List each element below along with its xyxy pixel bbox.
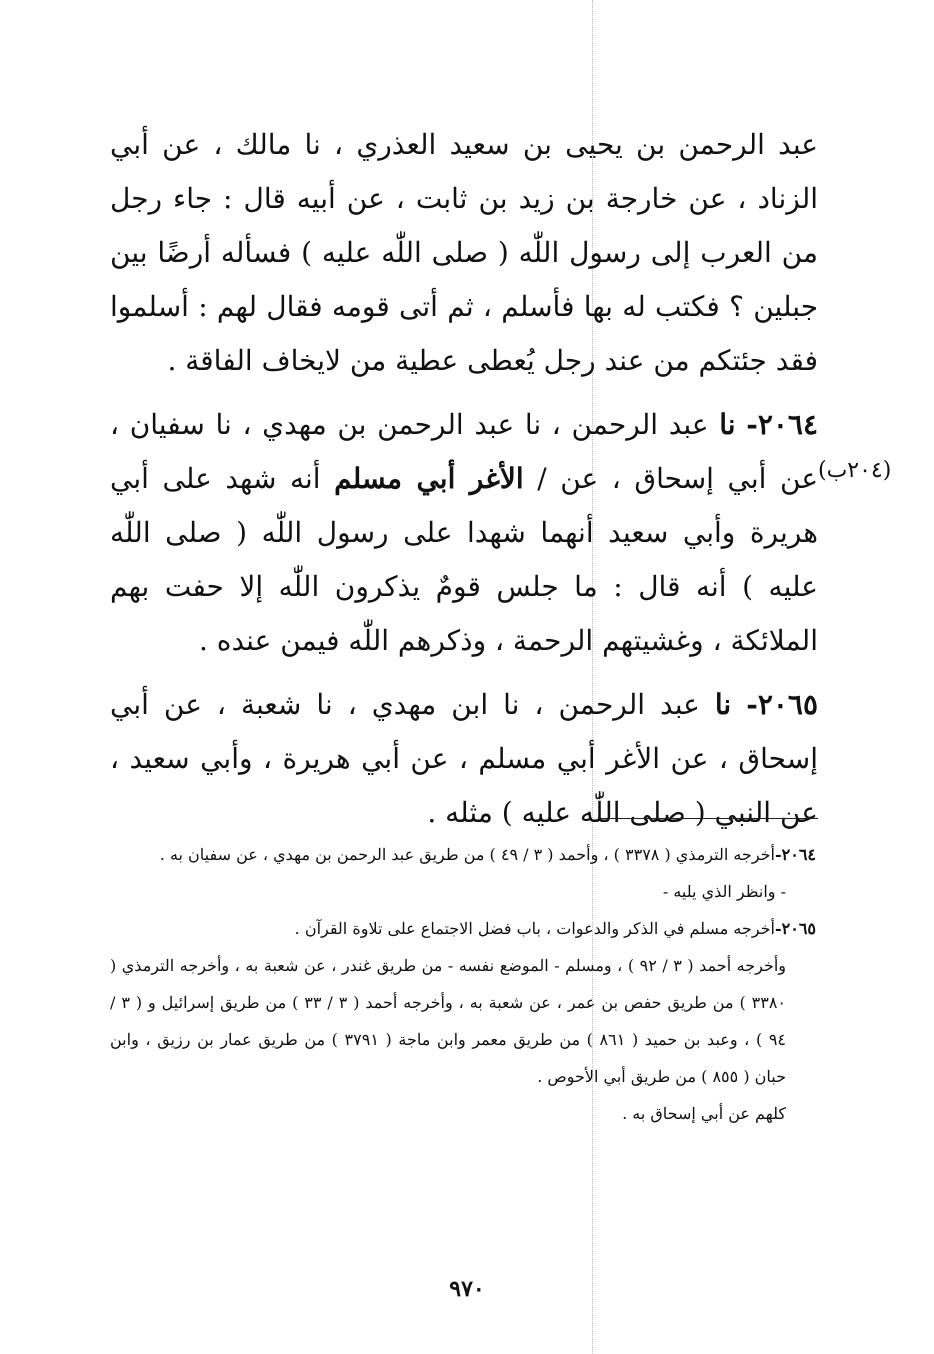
paragraph-1: عبد الرحمن بن يحيى بن سعيد العذري ، نا مالك ، عن أبي الزناد ، عن خارجة بن زيد بن ثابت ، عن أبيه قال : جاء رجل من العرب إلى رسول اللّٰه ( صلى اللّٰه عليه ) فسأله أرضًا بين جبلين ؟ فكتب له بها فأسلم ، ثم أتى قومه فقال لهم : أسلموا فقد جئتكم من عند رجل يُعطى عطية من لايخاف الفاقة . <box>110 128 818 377</box>
narration-marker: نا <box>719 408 736 441</box>
footnotes <box>110 836 816 1132</box>
hadith-2064-text-1: عبد الرحمن ، نا عبد الرحمن بن مهدي ، نا سفيان ، عن أبي إسحاق ، عن / <box>110 408 819 495</box>
manuscript-folio-marker: (٢٠٤ب) <box>818 458 892 483</box>
hadith-2064-bold-name: الأغر أبي مسلم <box>334 462 524 495</box>
footnote-2065 <box>110 910 816 947</box>
hadith-number-2065: ٢٠٦٥- <box>746 688 818 721</box>
footnote-2065-text: أخرجه مسلم في الذكر والدعوات ، باب فضل الاجتماع على تلاوة القرآن . <box>294 919 775 938</box>
footnote-2064-text: أخرجه الترمذي ( ٣٣٧٨ ) ، وأحمد ( ٣ / ٤٩ ) من طريق عبد الرحمن بن مهدي ، عن سفيان به . <box>159 845 775 864</box>
footnote-number-2064: ٢٠٦٤- <box>774 845 816 864</box>
footnote-2065-details: وأخرجه أحمد ( ٣ / ٩٢ ) ، ومسلم - الموضع نفسه - من طريق غندر ، عن شعبة به ، وأخرجه الترمذي ( ٣٣٨٠ ) من طريق حفص بن عمر ، عن شعبة به ، وأخرجه أحمد ( ٣ / ٣٣ ) من طريق إسرائيل و ( ٣ / ٩٤ ) ، وعبد بن حميد ( ٨٦١ ) من طريق معمر وابن ماجة ( ٣٧٩١ ) من طريق عمار بن رزيق ، وابن حبان ( ٨٥٥ ) من طريق أبي الأحوص . <box>110 956 787 1086</box>
footnote-number-2065: ٢٠٦٥- <box>774 919 816 938</box>
hadith-number-2064: ٢٠٦٤- <box>746 408 818 441</box>
footnote-2065-summary: كلهم عن أبي إسحاق به . <box>622 1104 786 1123</box>
page-number: ٩٧٠ <box>449 1276 485 1302</box>
hadith-2065-text: عبد الرحمن ، نا ابن مهدي ، نا شعبة ، عن أبي إسحاق ، عن الأغر أبي مسلم ، عن أبي هريرة ، وأبي سعيد ، عن النبي ( صلى اللّٰه عليه ) مثله . <box>110 688 818 829</box>
hadith-2065 <box>110 678 818 840</box>
narration-marker: نا <box>714 688 732 721</box>
hadith-2064 <box>110 398 818 668</box>
main-text <box>110 118 818 840</box>
footnote-2064 <box>110 836 816 873</box>
hadith-2064-text-2: أنه شهد على أبي هريرة وأبي سعيد أنهما شهدا على رسول اللّٰه ( صلى اللّٰه عليه ) أنه قال : ما جلس قومٌ يذكرون اللّٰه إلا حفت بهم الملائكة ، وغشيتهم الرحمة ، وذكرهم اللّٰه فيمن عنده . <box>110 462 818 657</box>
footnote-divider <box>598 818 818 819</box>
footnote-2064-see-also: - وانظر الذي يليه - <box>662 882 786 901</box>
